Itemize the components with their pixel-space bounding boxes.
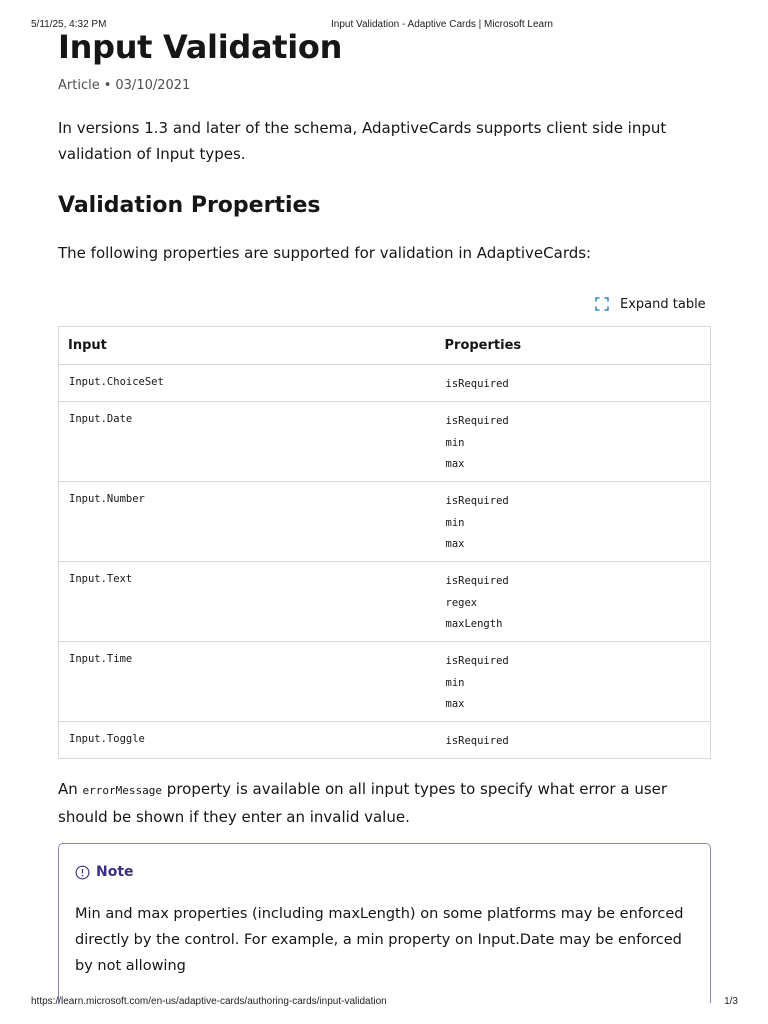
print-footer bbox=[0, 996, 768, 1010]
error-message-paragraph bbox=[58, 776, 718, 830]
properties-cell bbox=[436, 365, 711, 402]
properties-cell bbox=[436, 402, 711, 482]
property-value: isRequired bbox=[445, 415, 509, 427]
page-title: Input Validation bbox=[58, 28, 343, 66]
input-type-cell: Input.Toggle bbox=[59, 722, 436, 759]
table-row bbox=[59, 642, 711, 722]
column-header-input: Input bbox=[59, 327, 436, 365]
table-row bbox=[59, 402, 711, 482]
expand-table-button[interactable] bbox=[595, 294, 706, 314]
intro-paragraph: In versions 1.3 and later of the schema, AdaptiveCards supports client side input validation of Input types. bbox=[58, 119, 667, 163]
input-type-cell: Input.Time bbox=[59, 642, 436, 722]
article-date: 03/10/2021 bbox=[115, 78, 191, 93]
section-heading: Validation Properties bbox=[58, 193, 321, 218]
property-value: max bbox=[445, 538, 465, 550]
property-value: isRequired bbox=[445, 575, 509, 587]
property-value: max bbox=[445, 458, 465, 470]
article-type: Article bbox=[58, 78, 100, 93]
property-value: max bbox=[445, 698, 465, 710]
property-value: maxLength bbox=[445, 618, 503, 630]
note-header bbox=[75, 864, 134, 880]
note-body: Min and max properties (including maxLength) on some platforms may be enforced directly by the control. For example, a min property on Input.Date may be enforced by not allowing bbox=[75, 906, 684, 974]
input-type-cell: Input.Date bbox=[59, 402, 436, 482]
input-type-cell: Input.ChoiceSet bbox=[59, 365, 436, 402]
para-text-after: property is available on all input types to specify what error a user should be shown if they enter an invalid value. bbox=[58, 780, 668, 826]
table-row bbox=[59, 482, 711, 562]
properties-cell bbox=[436, 722, 711, 759]
info-icon bbox=[75, 865, 90, 880]
property-value: isRequired bbox=[445, 378, 509, 390]
para-text-before: An bbox=[58, 780, 83, 798]
expand-table-label: Expand table bbox=[620, 296, 706, 312]
input-type-cell: Input.Number bbox=[59, 482, 436, 562]
property-value: min bbox=[445, 676, 465, 689]
table-row bbox=[59, 722, 711, 759]
print-doc-title: Input Validation - Adaptive Cards | Microsoft Learn bbox=[331, 19, 553, 30]
property-value: min bbox=[445, 436, 465, 449]
properties-cell bbox=[436, 642, 711, 722]
properties-cell bbox=[436, 482, 711, 562]
table-row bbox=[59, 365, 711, 402]
meta-separator: • bbox=[103, 78, 112, 93]
print-date: 5/11/25, 4:32 PM bbox=[31, 19, 107, 30]
note-callout bbox=[58, 843, 711, 1003]
page-number: 1/3 bbox=[724, 996, 738, 1007]
table-header-row bbox=[59, 327, 711, 365]
table-row bbox=[59, 562, 711, 642]
column-header-properties: Properties bbox=[436, 327, 711, 365]
expand-icon bbox=[595, 297, 609, 311]
article-meta bbox=[58, 78, 190, 93]
error-message-code: errorMessage bbox=[82, 784, 163, 797]
property-value: regex bbox=[445, 596, 478, 609]
validation-properties-table bbox=[58, 326, 711, 759]
property-value: isRequired bbox=[445, 655, 509, 667]
print-url: https://learn.microsoft.com/en-us/adaptive-cards/authoring-cards/input-validation bbox=[31, 996, 387, 1007]
note-title: Note bbox=[96, 864, 134, 880]
property-value: min bbox=[445, 516, 465, 529]
input-type-cell: Input.Text bbox=[59, 562, 436, 642]
properties-cell bbox=[436, 562, 711, 642]
section-lead: The following properties are supported for validation in AdaptiveCards: bbox=[58, 244, 592, 262]
property-value: isRequired bbox=[445, 735, 509, 747]
property-value: isRequired bbox=[445, 495, 509, 507]
